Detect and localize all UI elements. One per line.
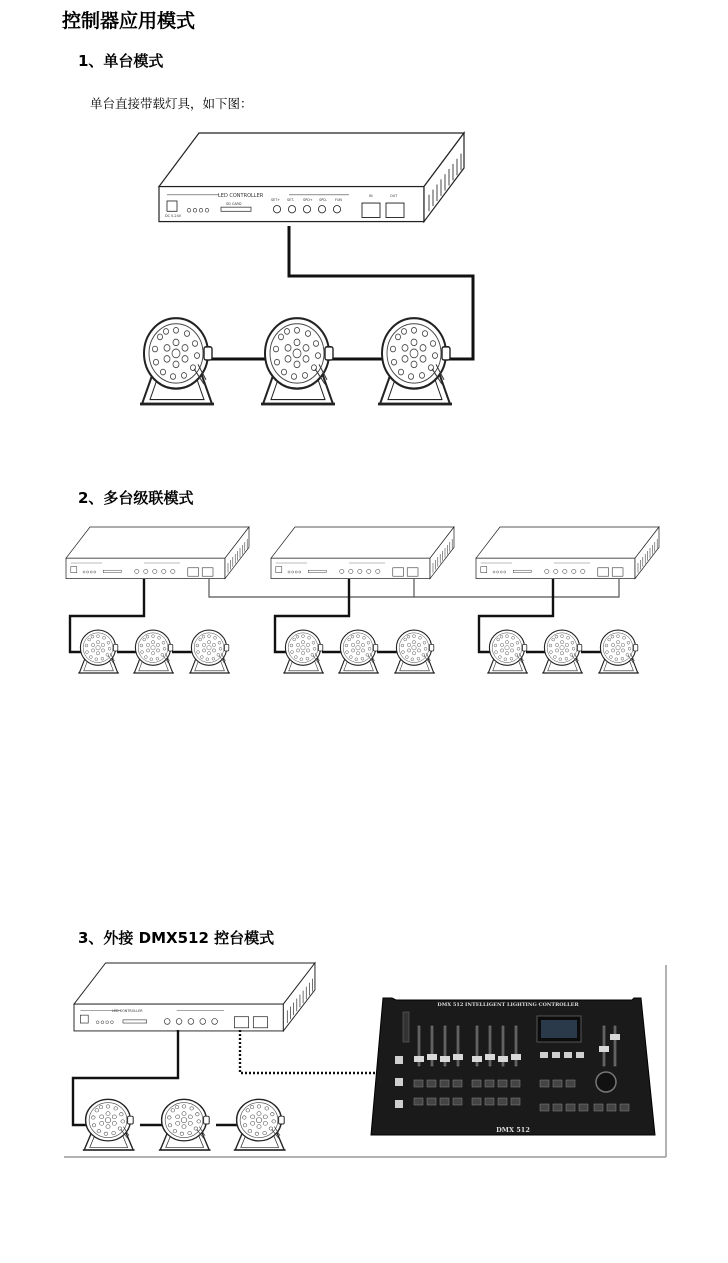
par-lamp xyxy=(542,630,583,673)
button-label-set-plus: SET+ xyxy=(271,198,281,202)
par-lamp xyxy=(133,630,174,673)
par-lamp xyxy=(140,318,214,404)
par-lamp xyxy=(78,630,119,673)
button-label-spd-plus: SPD+ xyxy=(303,198,313,202)
par-lamp xyxy=(83,1099,135,1150)
console-bottom-label: DMX 512 xyxy=(496,1126,530,1134)
par-lamp xyxy=(378,318,452,404)
panel-label: LED CONTROLLER xyxy=(112,1009,143,1013)
led-controller-device xyxy=(74,963,315,1031)
section-heading-cascade: 2、多台级联模式 xyxy=(78,489,194,507)
par-lamp xyxy=(487,630,528,673)
led-controller-device xyxy=(66,527,249,579)
par-lamp xyxy=(598,630,639,673)
power-label: DC 5-24V xyxy=(165,214,182,218)
console-joystick xyxy=(596,1072,616,1092)
diagram-single-mode xyxy=(140,133,473,404)
button-label-set-minus: SET- xyxy=(287,198,295,202)
diagram-cascade-mode xyxy=(66,527,659,673)
section-description-single: 单台直接带载灯具，如下图： xyxy=(90,96,253,111)
card-label: SD CARD xyxy=(226,202,242,206)
cascade-cable xyxy=(414,579,619,597)
par-lamp xyxy=(283,630,324,673)
led-controller-device xyxy=(476,527,659,579)
port-out-label: OUT xyxy=(390,194,398,198)
dmx-cable xyxy=(240,1030,382,1073)
cascade-cable xyxy=(209,579,414,597)
panel-label: LED CONTROLLER xyxy=(218,193,264,199)
port-in-label: IN xyxy=(369,194,373,198)
par-lamp xyxy=(234,1099,286,1150)
par-lamp xyxy=(159,1099,211,1150)
page-title: 控制器应用模式 xyxy=(62,10,196,32)
dmx512-console xyxy=(371,998,655,1135)
par-lamp xyxy=(189,630,230,673)
section-heading-dmx: 3、外接 DMX512 控台模式 xyxy=(78,929,275,947)
led-controller-device xyxy=(159,133,464,222)
par-lamp xyxy=(394,630,435,673)
console-top-label: DMX 512 INTELLIGENT LIGHTING CONTROLLER xyxy=(437,1002,579,1008)
button-label-spd-minus: SPD- xyxy=(319,198,328,202)
led-controller-device xyxy=(271,527,454,579)
par-lamp xyxy=(338,630,379,673)
section-heading-single: 1、单台模式 xyxy=(78,52,164,70)
diagram-dmx-mode xyxy=(64,963,666,1157)
console-lcd xyxy=(541,1020,577,1038)
button-label-fun: FUN xyxy=(335,198,342,202)
par-lamp xyxy=(261,318,335,404)
